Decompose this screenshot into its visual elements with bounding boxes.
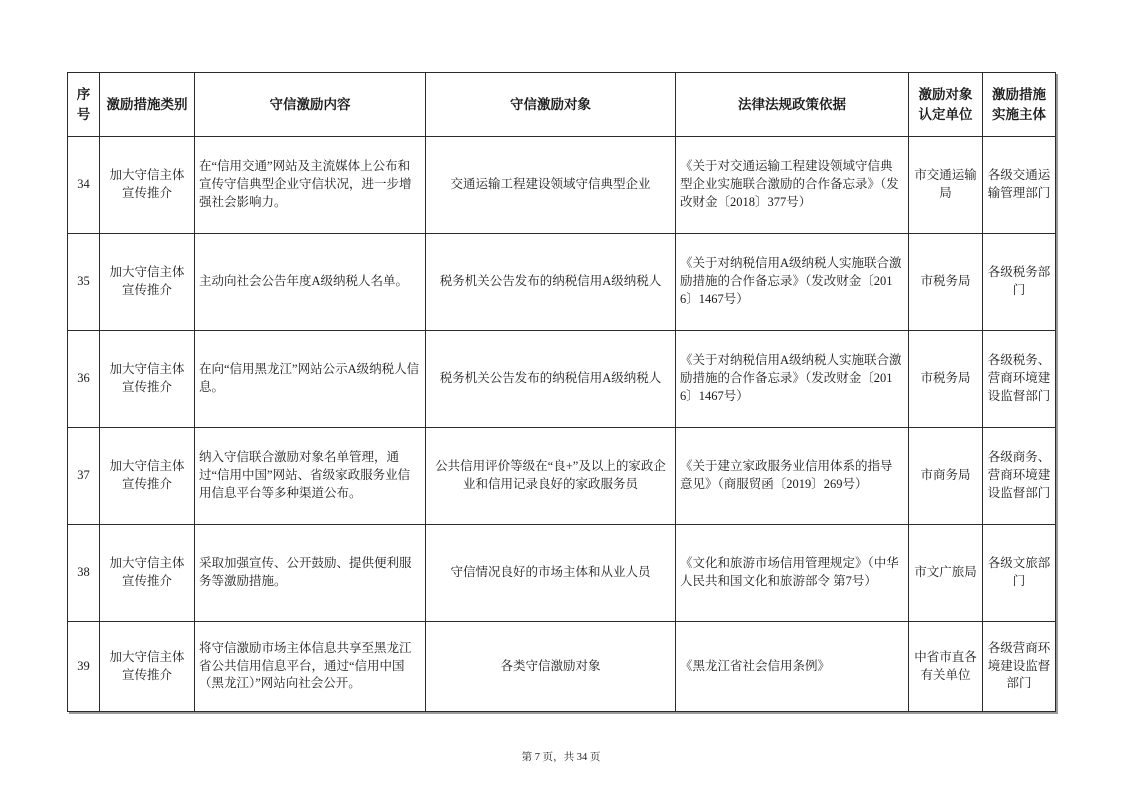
header-implementing-body: 激励措施实施主体 bbox=[983, 73, 1056, 137]
cell-implementing-body: 各级税务部门 bbox=[983, 234, 1056, 331]
cell-incentive-target: 税务机关公告发布的纳税信用A级纳税人 bbox=[426, 234, 676, 331]
cell-legal-basis: 《关于对纳税信用A级纳税人实施联合激励措施的合作备忘录》（发改财金〔2016〕1467号） bbox=[676, 234, 909, 331]
cell-legal-basis: 《关于对纳税信用A级纳税人实施联合激励措施的合作备忘录》（发改财金〔2016〕1467号） bbox=[676, 331, 909, 428]
cell-implementing-body: 各级文旅部门 bbox=[983, 525, 1056, 622]
cell-serial-number: 39 bbox=[68, 622, 100, 712]
cell-serial-number: 35 bbox=[68, 234, 100, 331]
cell-measure-category: 加大守信主体宣传推介 bbox=[100, 428, 195, 525]
cell-implementing-body: 各级营商环境建设监督部门 bbox=[983, 622, 1056, 712]
cell-legal-basis: 《关于建立家政服务业信用体系的指导意见》（商服贸函〔2019〕269号） bbox=[676, 428, 909, 525]
cell-legal-basis: 《文化和旅游市场信用管理规定》（中华人民共和国文化和旅游部令 第7号） bbox=[676, 525, 909, 622]
cell-determining-authority: 市商务局 bbox=[909, 428, 983, 525]
cell-serial-number: 38 bbox=[68, 525, 100, 622]
cell-incentive-target: 守信情况良好的市场主体和从业人员 bbox=[426, 525, 676, 622]
cell-implementing-body: 各级交通运输管理部门 bbox=[983, 137, 1056, 234]
cell-serial-number: 34 bbox=[68, 137, 100, 234]
cell-determining-authority: 市税务局 bbox=[909, 331, 983, 428]
cell-incentive-content: 在向“信用黑龙江”网站公示A级纳税人信息。 bbox=[195, 331, 426, 428]
table-row bbox=[68, 525, 1056, 622]
cell-incentive-target: 公共信用评价等级在“良+”及以上的家政企业和信用记录良好的家政服务员 bbox=[426, 428, 676, 525]
cell-incentive-content: 主动向社会公告年度A级纳税人名单。 bbox=[195, 234, 426, 331]
header-incentive-target: 守信激励对象 bbox=[426, 73, 676, 137]
header-row bbox=[68, 73, 1056, 137]
page-number-indicator: 第 7 页，共 34 页 bbox=[521, 752, 601, 763]
cell-measure-category: 加大守信主体宣传推介 bbox=[100, 622, 195, 712]
header-determining-authority: 激励对象认定单位 bbox=[909, 73, 983, 137]
header-legal-basis: 法律法规政策依据 bbox=[676, 73, 909, 137]
cell-implementing-body: 各级税务、营商环境建设监督部门 bbox=[983, 331, 1056, 428]
cell-serial-number: 37 bbox=[68, 428, 100, 525]
cell-incentive-target: 交通运输工程建设领域守信典型企业 bbox=[426, 137, 676, 234]
header-incentive-content: 守信激励内容 bbox=[195, 73, 426, 137]
cell-incentive-content: 在“信用交通”网站及主流媒体上公布和宣传守信典型企业守信状况，进一步增强社会影响力。 bbox=[195, 137, 426, 234]
cell-incentive-content: 将守信激励市场主体信息共享至黑龙江省公共信用信息平台，通过“信用中国（黑龙江）”网站向社会公开。 bbox=[195, 622, 426, 712]
cell-determining-authority: 市税务局 bbox=[909, 234, 983, 331]
cell-serial-number: 36 bbox=[68, 331, 100, 428]
table-body bbox=[68, 137, 1056, 712]
cell-implementing-body: 各级商务、营商环境建设监督部门 bbox=[983, 428, 1056, 525]
cell-determining-authority: 中省市直各有关单位 bbox=[909, 622, 983, 712]
table-header bbox=[68, 73, 1056, 137]
cell-measure-category: 加大守信主体宣传推介 bbox=[100, 525, 195, 622]
table-row bbox=[68, 622, 1056, 712]
cell-legal-basis: 《黑龙江省社会信用条例》 bbox=[676, 622, 909, 712]
cell-incentive-target: 税务机关公告发布的纳税信用A级纳税人 bbox=[426, 331, 676, 428]
cell-incentive-content: 纳入守信联合激励对象名单管理，通过“信用中国”网站、省级家政服务业信用信息平台等多种渠道公布。 bbox=[195, 428, 426, 525]
cell-legal-basis: 《关于对交通运输工程建设领域守信典型企业实施联合激励的合作备忘录》（发改财金〔2018〕377号） bbox=[676, 137, 909, 234]
cell-measure-category: 加大守信主体宣传推介 bbox=[100, 137, 195, 234]
cell-incentive-target: 各类守信激励对象 bbox=[426, 622, 676, 712]
cell-determining-authority: 市文广旅局 bbox=[909, 525, 983, 622]
table-row bbox=[68, 137, 1056, 234]
header-serial-number: 序号 bbox=[68, 73, 100, 137]
incentive-measures-table bbox=[67, 72, 1056, 712]
table-row bbox=[68, 331, 1056, 428]
cell-determining-authority: 市交通运输局 bbox=[909, 137, 983, 234]
cell-measure-category: 加大守信主体宣传推介 bbox=[100, 234, 195, 331]
cell-measure-category: 加大守信主体宣传推介 bbox=[100, 331, 195, 428]
cell-incentive-content: 采取加强宣传、公开鼓励、提供便利服务等激励措施。 bbox=[195, 525, 426, 622]
header-measure-category: 激励措施类别 bbox=[100, 73, 195, 137]
table-row bbox=[68, 234, 1056, 331]
table-row bbox=[68, 428, 1056, 525]
